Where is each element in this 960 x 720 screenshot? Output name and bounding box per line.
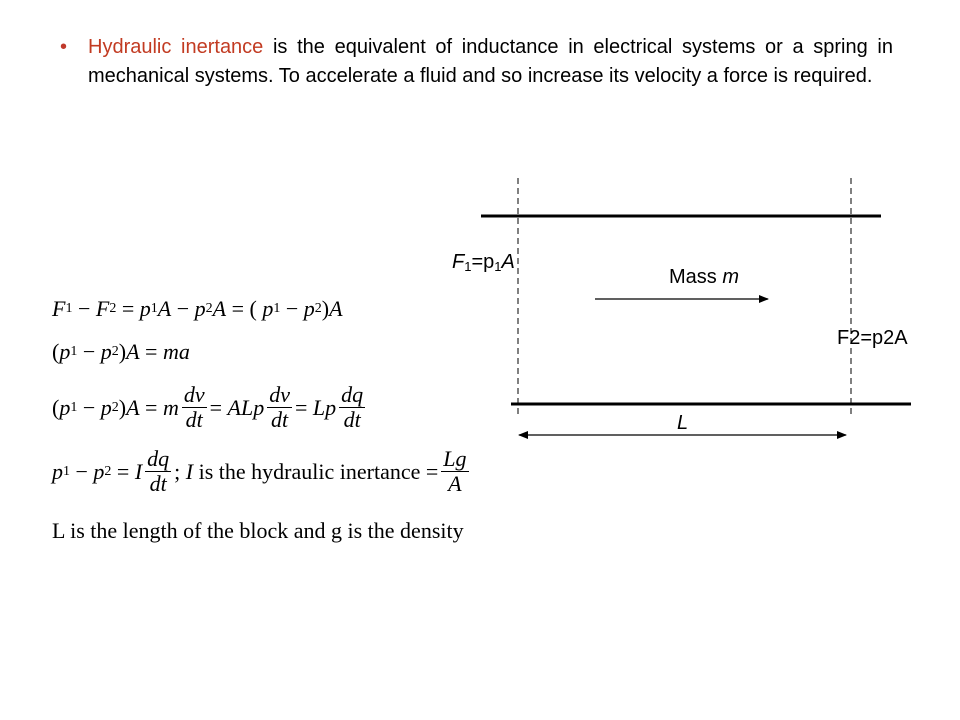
- mass-label: Mass m: [669, 266, 740, 288]
- f1-label: $F_1=p_1A$: [452, 251, 515, 274]
- bullet-text: is the equivalent of inductance in electrical systems or a spring in mechanical systems. To accelerate a fluid and so increase its velocity a force is required.: [88, 36, 893, 87]
- equation-inertance: p 1 − p 2 = I $\frac{dq}{dt}$ ; I is the hydraulic inertance = $\frac{Lg}{A}$: [52, 446, 467, 496]
- f2-label: F2=p2A: [837, 327, 908, 349]
- equation-definition: L is the length of the block and g is the density: [52, 518, 464, 543]
- length-label: L: [677, 412, 689, 434]
- bullet-marker: •: [60, 36, 68, 58]
- equation-force-balance: F 1 − F 2 = p 1 A − p 2 A = ( p 1 − p 2 ) A: [52, 296, 343, 321]
- highlight-term: Hydraulic inertance: [88, 36, 264, 58]
- equation-derivatives: ( p 1 − p 2 ) A = m $\frac{dv}{dt}$ = ALp $\frac{dv}{dt}$ = Lp $\frac{dq}{dt}$: [52, 382, 364, 432]
- equation-newton: ( p 1 − p 2 ) A = ma: [52, 339, 190, 364]
